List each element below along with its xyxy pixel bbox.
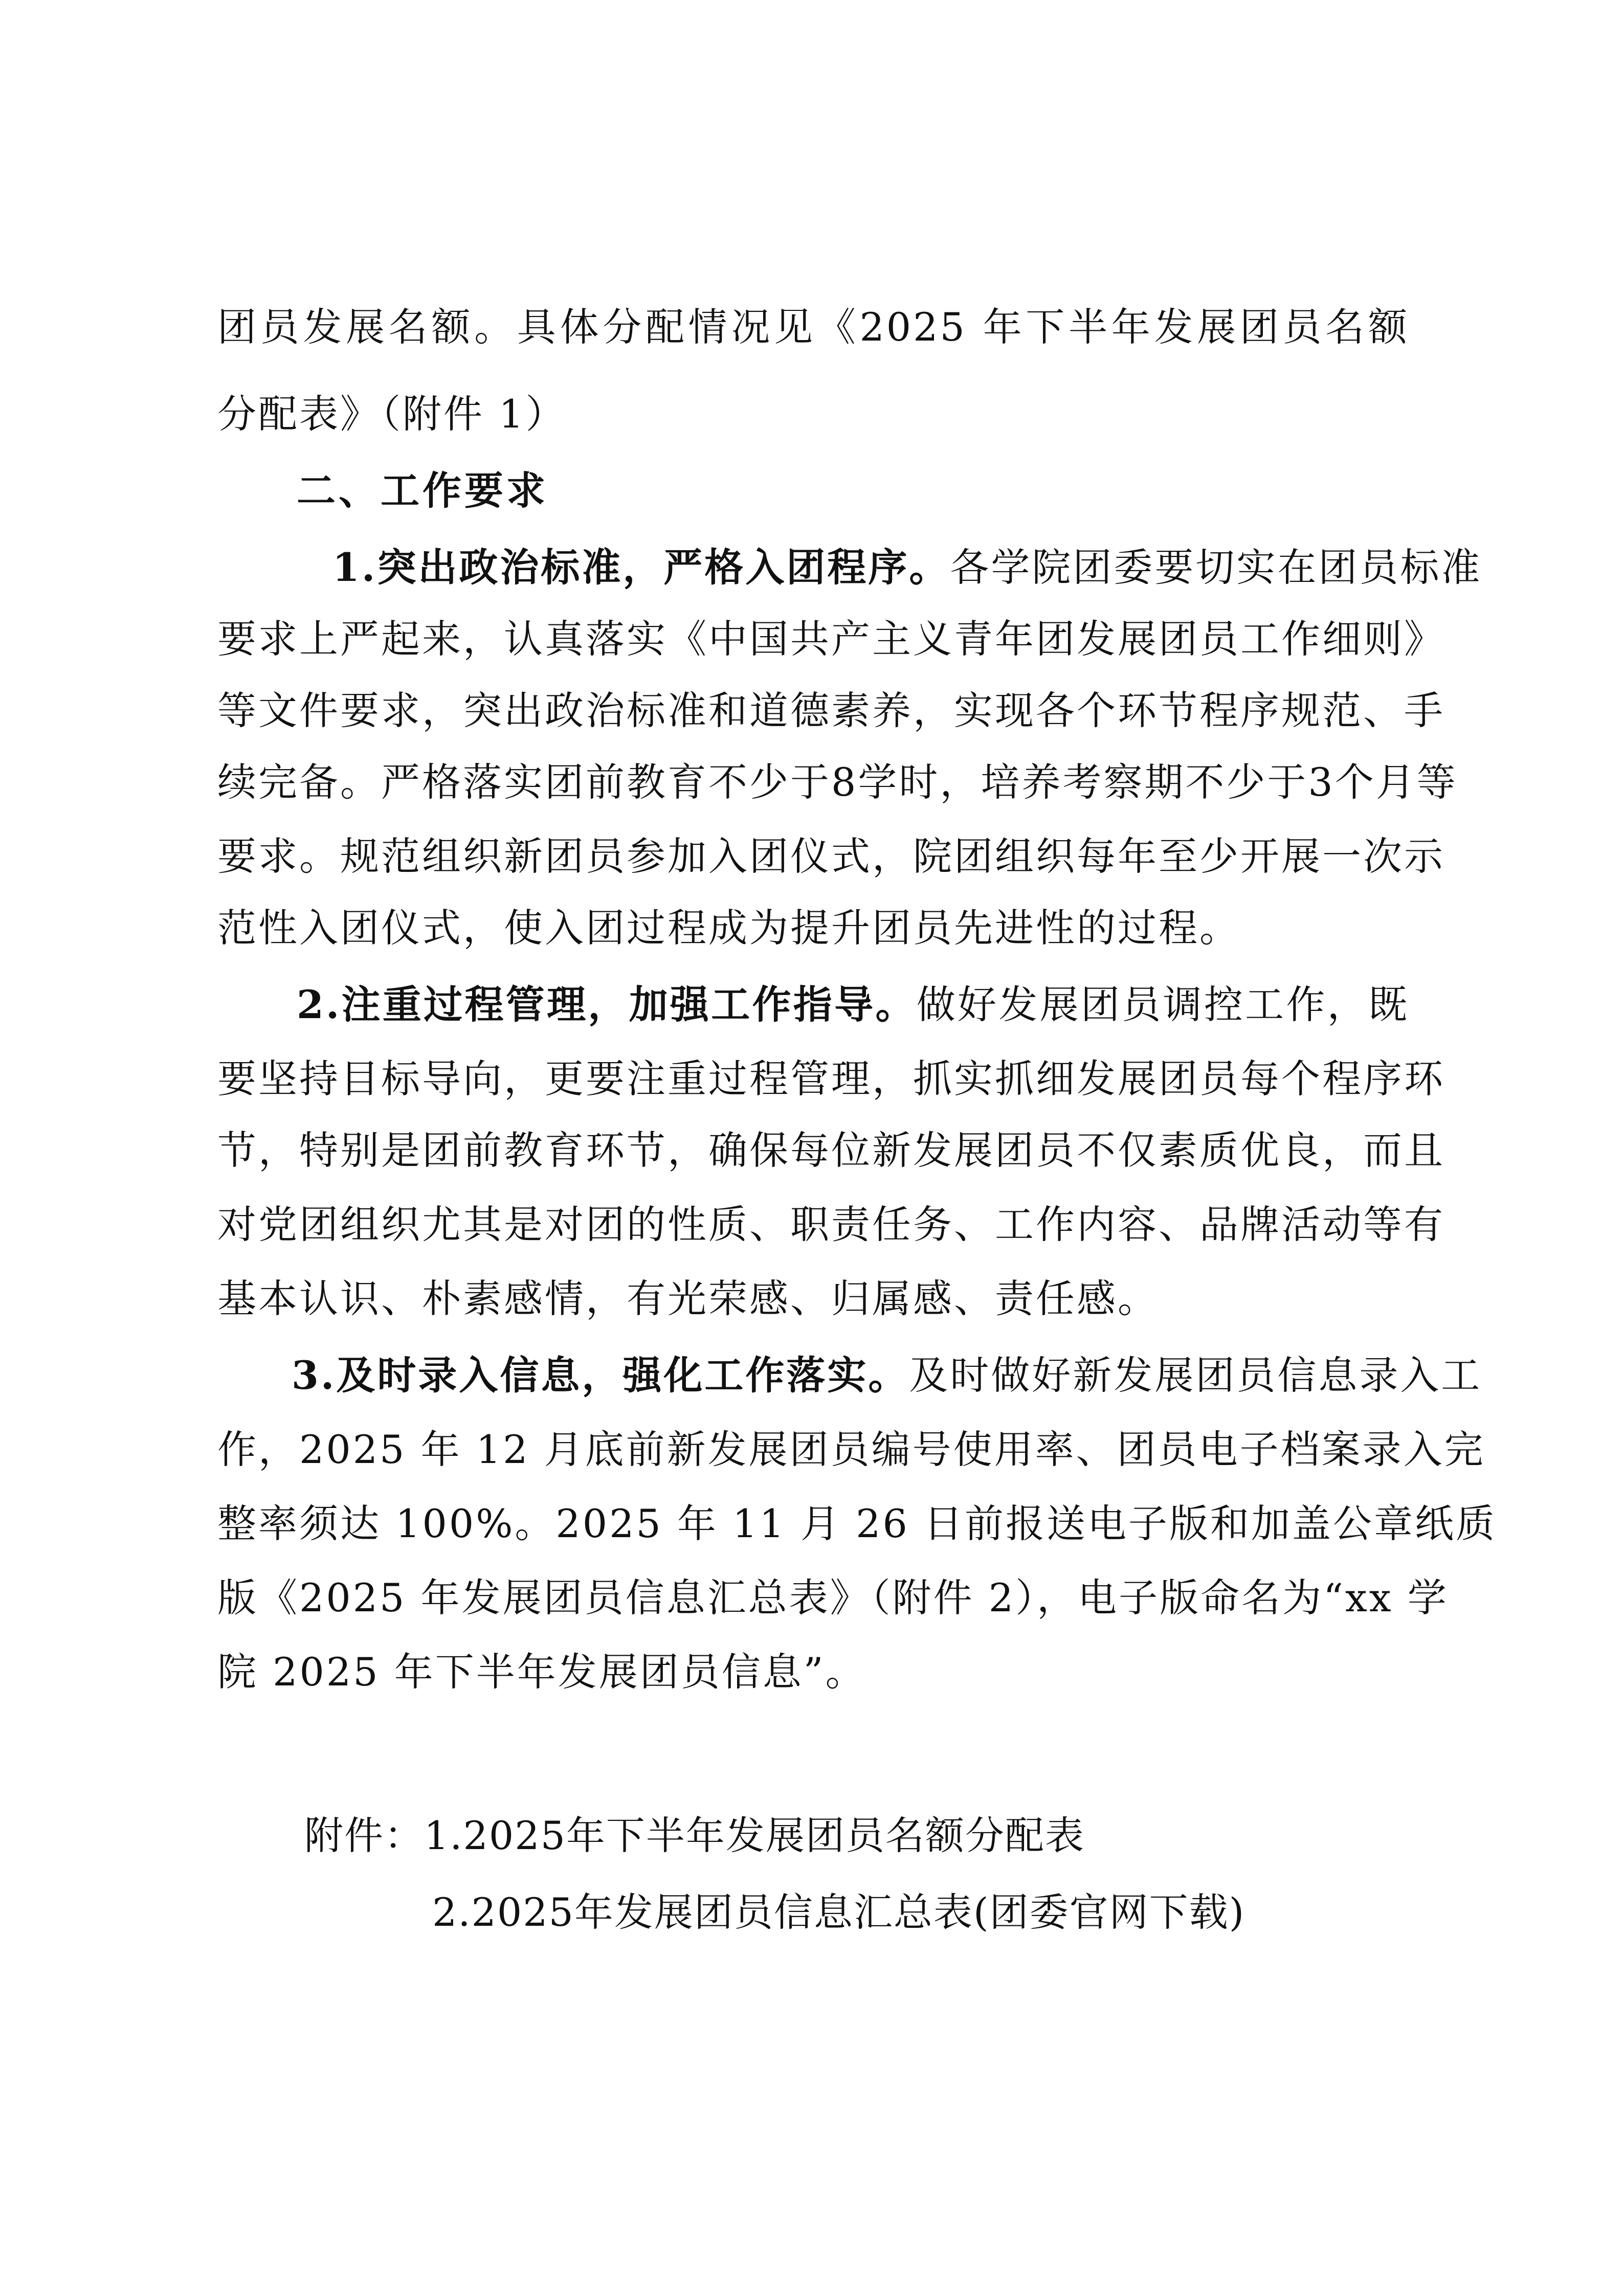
item3-line-5: 院 2025 年下半年发展团员信息”。 [217,1649,866,1695]
section-heading: 二、工作要求 [297,468,548,513]
item1-first-rest: 各学院团委要切实在团员标准 [950,545,1482,590]
item3-title: 3.及时录入信息，强化工作落实。 [292,1353,909,1398]
item1-line-4: 续完备。严格落实团前教育不少于8学时，培养考察期不少于3个月等 [217,759,1458,805]
item1-line-2: 要求上严起来，认真落实《中国共产主义青年团发展团员工作细则》 [217,616,1445,662]
item1-title: 1.突出政治标准，严格入团程序。 [332,545,950,590]
item1-line-3: 等文件要求，突出政治标准和道德素养，实现各个环节程序规范、手 [217,688,1445,733]
attachments-label: 附件： [304,1813,424,1858]
item2-line-3: 节，特别是团前教育环节，确保每位新发展团员不仅素质优良，而且 [217,1128,1445,1173]
attachment-item-1: 1.2025年下半年发展团员名额分配表 [424,1813,1085,1858]
attachments-first-line [304,1810,1085,1861]
item2-line-5: 基本认识、朴素感情，有光荣感、归属感、责任感。 [217,1276,1159,1321]
item2-title: 2.注重过程管理，加强工作指导。 [297,982,917,1027]
item3-first-line [292,1350,1482,1401]
item3-line-3: 整率须达 100%。2025 年 11 月 26 日前报送电子版和加盖公章纸质 [217,1501,1497,1546]
item1-line-6: 范性入团仪式，使入团过程成为提升团员先进性的过程。 [217,905,1240,951]
item2-first-rest: 做好发展团员调控工作，既 [916,982,1410,1027]
item2-first-line [297,979,1409,1030]
attachment-item-2: 2.2025年发展团员信息汇总表(团委官网下载) [432,1889,1245,1935]
item3-line-2: 作，2025 年 12 月底前新发展团员编号使用率、团员电子档案录入完 [217,1427,1485,1472]
item2-line-2: 要坚持目标导向，更要注重过程管理，抓实抓细发展团员每个程序环 [217,1056,1445,1101]
item1-line-5: 要求。规范组织新团员参加入团仪式，院团组织每年至少开展一次示 [217,834,1445,879]
item1-first-line [332,542,1482,593]
item2-line-4: 对党团组织尤其是对团的性质、职责任务、工作内容、品牌活动等有 [217,1202,1445,1247]
item3-first-rest: 及时做好新发展团员信息录入工 [909,1353,1482,1398]
intro-line-2: 分配表》（附件 1） [217,391,567,437]
intro-line-1: 团员发展名额。具体分配情况见《2025 年下半年发展团员名额 [217,304,1409,350]
item3-line-4: 版《2025 年发展团员信息汇总表》（附件 2），电子版命名为“xx 学 [217,1575,1449,1620]
